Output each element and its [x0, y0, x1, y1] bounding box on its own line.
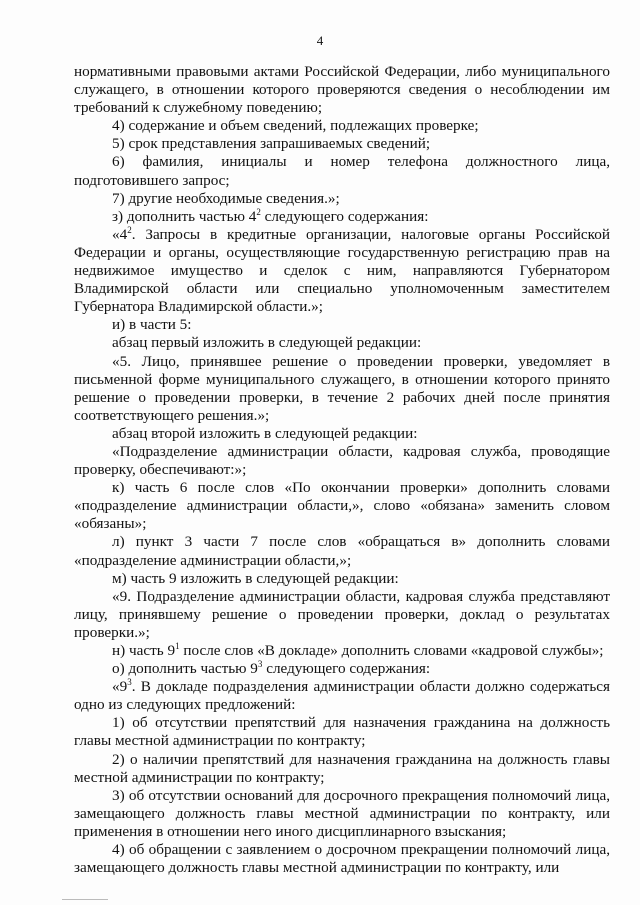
- paragraph: л) пункт 3 части 7 после слов «обращаться в» дополнить словами «подразделение администрации области,»;: [74, 533, 610, 569]
- paragraph: абзац первый изложить в следующей редакции:: [112, 334, 422, 352]
- paragraph: «Подразделение администрации области, кадровая служба, проводящие проверку, обеспечивают:»;: [74, 442, 610, 479]
- paragraph: 4) содержание и объем сведений, подлежащих проверке;: [112, 117, 479, 135]
- paragraph: 7) другие необходимые сведения.»;: [112, 189, 340, 207]
- paragraph: м) часть 9 изложить в следующей редакции:: [112, 569, 399, 587]
- paragraph: 2) о наличии препятствий для назначения гражданина на должность главы местной администрации по контракту;: [74, 750, 610, 786]
- paragraph: з) дополнить частью $4^2$ следующего содержания:: [112, 206, 429, 225]
- paragraph: 6) фамилия, инициалы и номер телефона должностного лица, подготовившего запрос;: [74, 153, 610, 189]
- paragraph: н) часть $9^1$ после слов «В докладе» дополнить словами «кадровой службы»;: [112, 640, 604, 659]
- paragraph: абзац второй изложить в следующей редакции:: [112, 424, 418, 442]
- paragraph: «9. Подразделение администрации области, кадровая служба представляют лицу, принявшему решение о проведении проверки, доклад о результатах проверки.»;: [74, 587, 610, 641]
- paragraph: и) в части 5:: [112, 316, 192, 334]
- paragraph: «5. Лицо, принявшее решение о проведении проверки, уведомляет в письменной форме муниципального служащего, в отношении которого принято решение о проведении проверки, в течение 2 рабочих дней после принятия соответствующего решения.»;: [74, 352, 610, 424]
- paragraph: о) дополнить частью $9^3$ следующего содержания:: [112, 659, 431, 678]
- page-number: 4: [316, 33, 324, 48]
- paragraph: 4) об обращении с заявлением о досрочном прекращении полномочий лица, замещающего должность главы местной администрации по контракту, или: [74, 841, 610, 877]
- paragraph: «$9^3$. В докладе подразделения администрации области должно содержаться одно из следующих предложений:: [74, 677, 610, 714]
- paragraph: «$4^2$. Запросы в кредитные организации, налоговые органы Российской Федерации и органы, осуществляющие государственную регистрацию прав на недвижимое имущество и сделок с ним, направляются Губернатором Владимирской области или специально уполномоченным заместителем Губернатора Владимирской области.»;: [74, 224, 610, 316]
- paragraph: к) часть 6 после слов «По окончании проверки» дополнить словами «подразделение администрации области,», слово «обязана» заменить словом «обязаны»;: [74, 479, 610, 533]
- paragraph: нормативными правовыми актами Российской Федерации, либо муниципального служащего, в отношении которого проверяются сведения о несоблюдении им требований к служебному поведению;: [74, 63, 610, 117]
- paragraph: 5) срок представления запрашиваемых сведений;: [112, 135, 431, 153]
- paragraph: 3) об отсутствии оснований для досрочного прекращения полномочий лица, замещающего должность главы местной администрации по контракту, или применения в отношении него иного дисциплинарного взыскания;: [74, 786, 610, 840]
- paragraph: 1) об отсутствии препятствий для назначения гражданина на должность главы местной администрации по контракту;: [74, 714, 610, 750]
- document-body: [74, 63, 610, 877]
- scan-artifact: [62, 899, 108, 900]
